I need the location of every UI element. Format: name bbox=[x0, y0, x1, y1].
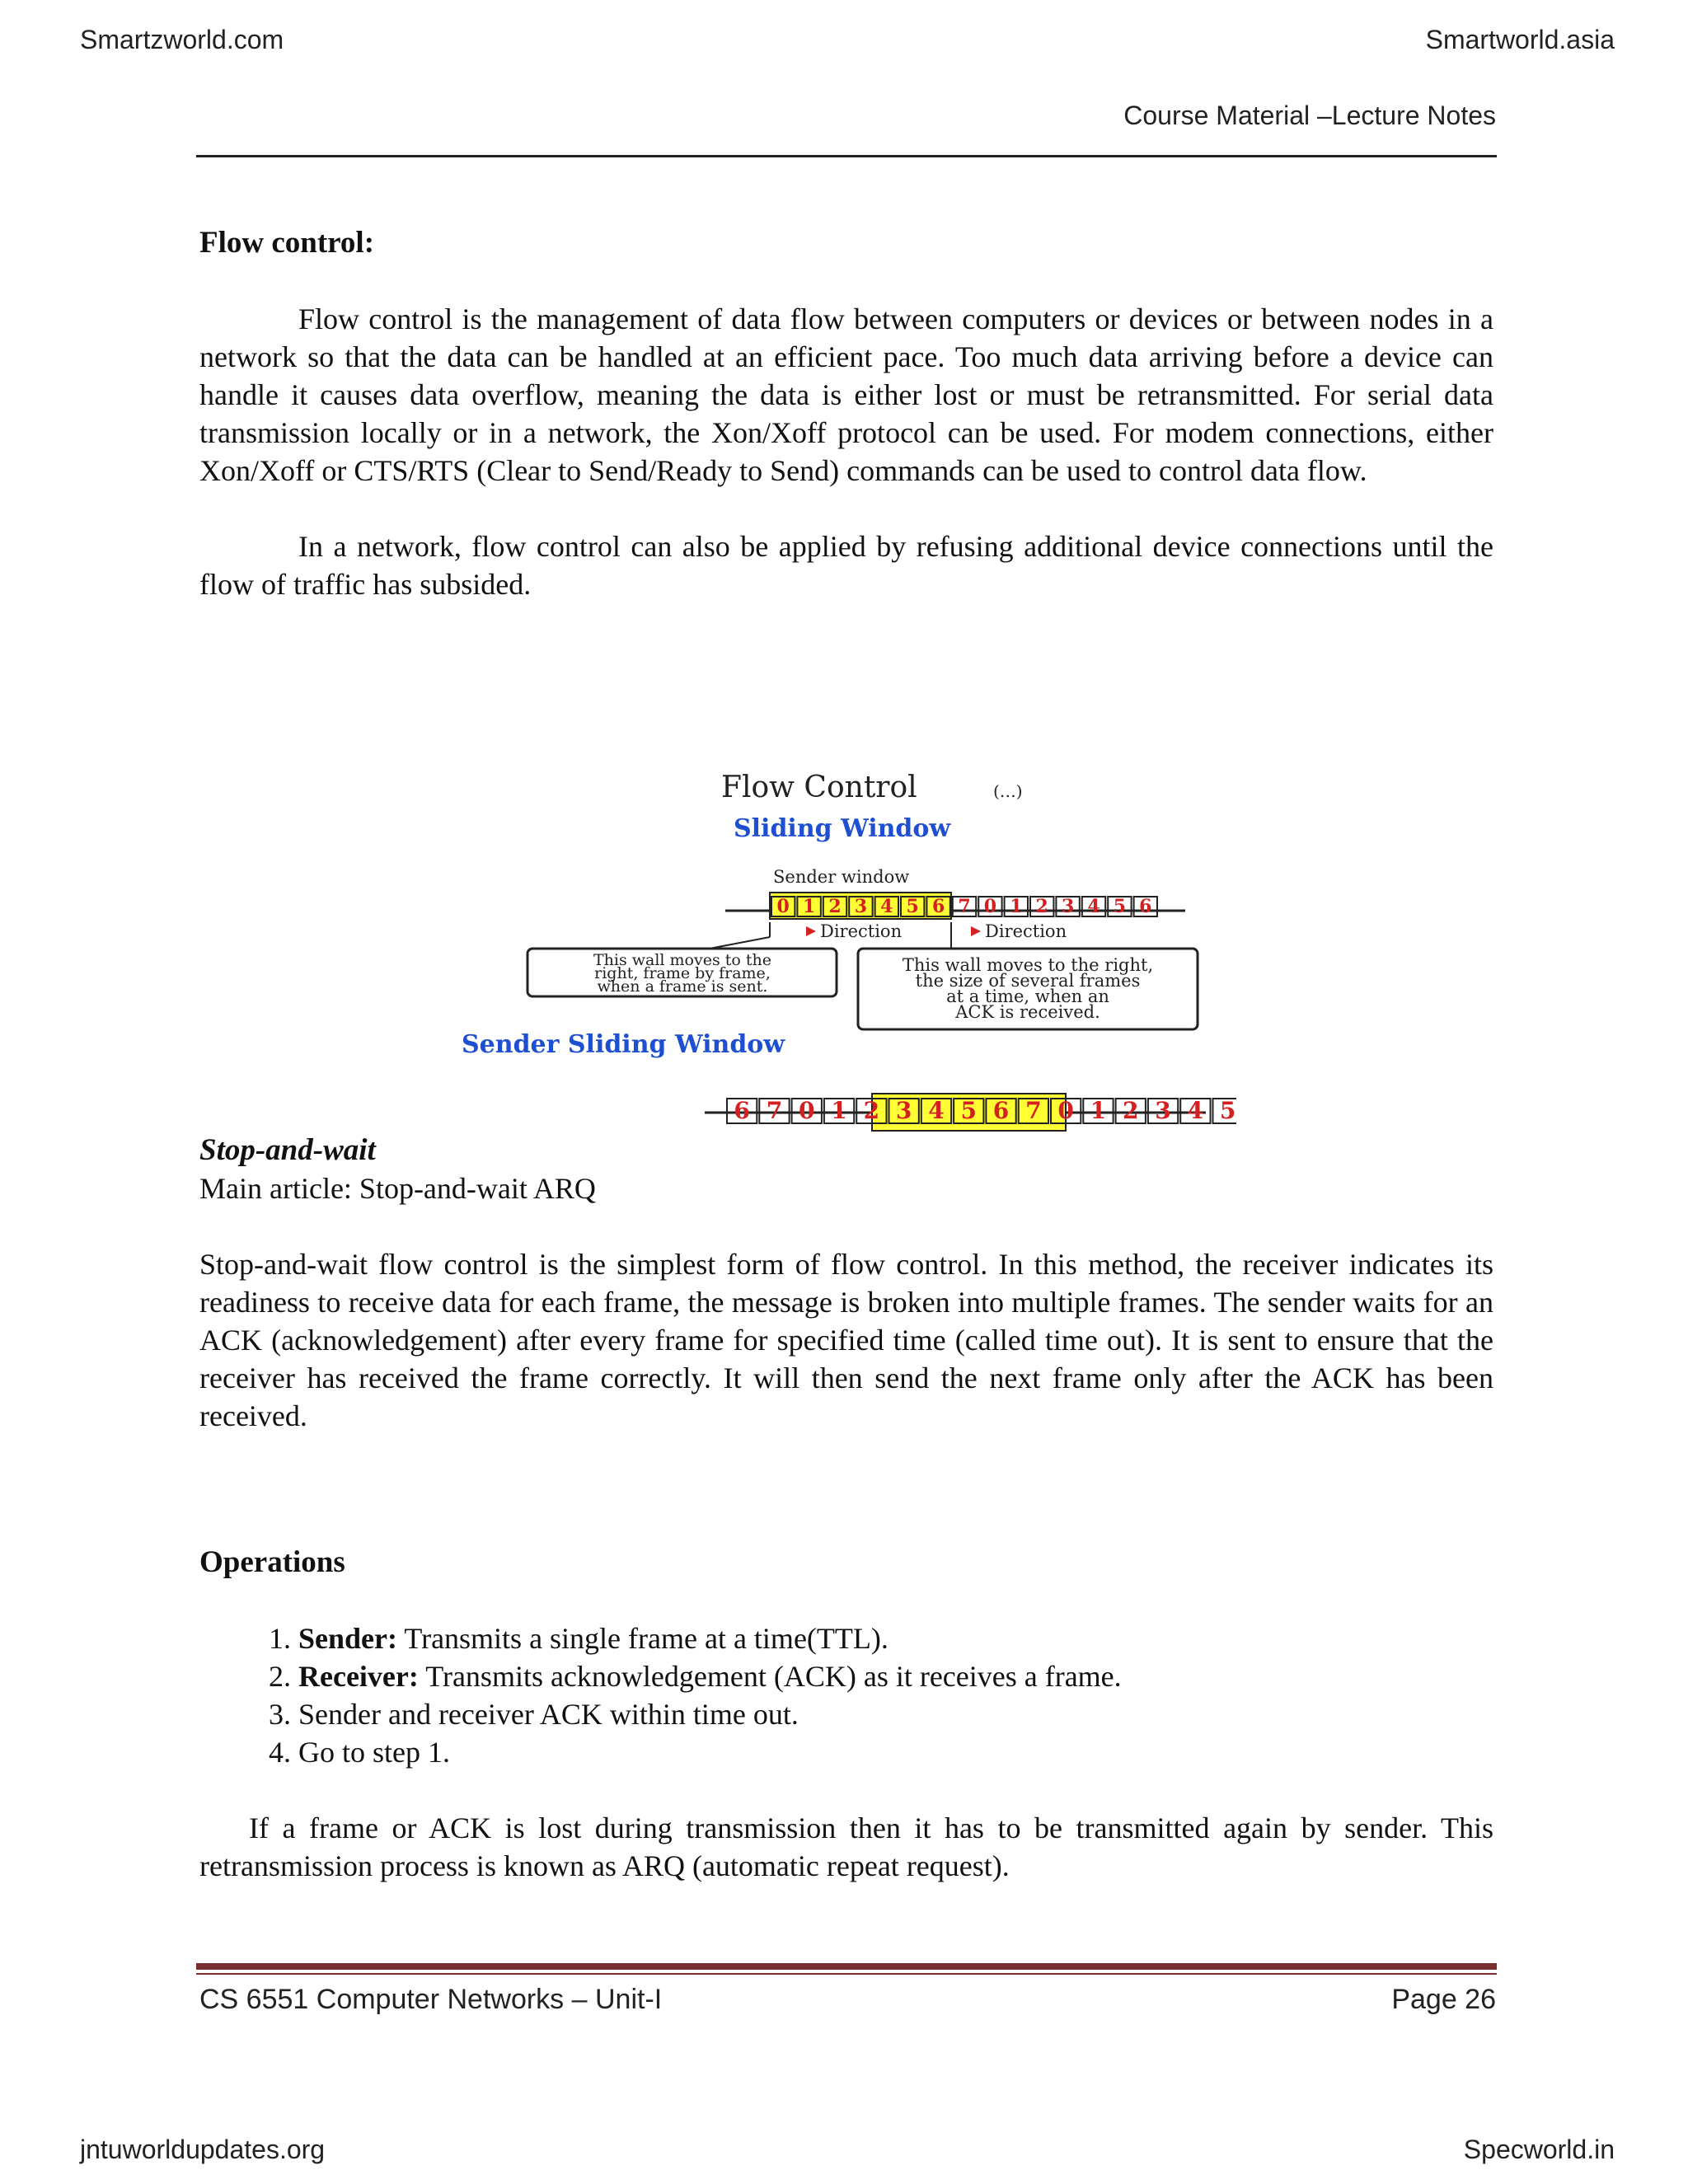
operations-item: 4. Go to step 1. bbox=[298, 1733, 1493, 1771]
frame-number: 3 bbox=[1061, 896, 1075, 918]
header-rule bbox=[196, 155, 1497, 157]
sender-sliding-window-label: Sender Sliding Window bbox=[462, 1030, 785, 1059]
flow-control-heading: Flow control: bbox=[199, 226, 375, 260]
flow-control-paragraph-2: In a network, flow control can also be applied by refusing additional device connections until the flow of traffic has subsided. bbox=[199, 530, 1493, 601]
operations-item: 2. Receiver: Transmits acknowledgement (ACK) as it receives a frame. bbox=[298, 1657, 1493, 1695]
frame-number: 6 bbox=[992, 1097, 1010, 1124]
frame-number: 7 bbox=[1025, 1097, 1042, 1124]
sliding-window-diagram bbox=[453, 762, 1236, 1141]
frame-number: 4 bbox=[880, 896, 893, 918]
frame-number: 5 bbox=[906, 896, 919, 918]
direction-arrow-right bbox=[971, 926, 981, 936]
left-note-line-3: when a frame is sent. bbox=[597, 977, 768, 996]
watermark-top-right: Smartworld.asia bbox=[1425, 25, 1615, 54]
watermark-top-left: Smartzworld.com bbox=[80, 25, 284, 54]
figure-subtitle: Sliding Window bbox=[734, 814, 951, 843]
frame-number: 6 bbox=[734, 1097, 750, 1124]
operations-heading: Operations bbox=[199, 1545, 345, 1579]
direction-label-left: Direction bbox=[820, 921, 903, 941]
frame-number: 5 bbox=[960, 1097, 977, 1124]
arq-paragraph: If a frame or ACK is lost during transmission then it has to be transmitted again by sender. This retransmission process is known as ARQ (automatic repeat request). bbox=[199, 1811, 1493, 1882]
frame-number: 6 bbox=[1139, 896, 1152, 918]
frame-number: 1 bbox=[802, 896, 816, 918]
frame-number: 1 bbox=[1010, 896, 1023, 918]
direction-label-right: Direction bbox=[985, 921, 1067, 941]
frame-number: 0 bbox=[799, 1097, 815, 1124]
frame-number: 0 bbox=[983, 896, 997, 918]
frame-number: 1 bbox=[1090, 1097, 1107, 1124]
frame-number: 0 bbox=[1057, 1097, 1074, 1124]
top-strip-cells bbox=[771, 896, 1157, 917]
sender-window-label: Sender window bbox=[773, 867, 910, 887]
frame-number: 5 bbox=[1113, 896, 1127, 918]
watermark-bottom-right: Specworld.in bbox=[1463, 2135, 1615, 2164]
frame-number: 2 bbox=[1123, 1097, 1139, 1124]
figure-title: Flow Control bbox=[721, 771, 917, 804]
frame-number: 3 bbox=[854, 896, 868, 918]
direction-arrow-left bbox=[806, 926, 816, 936]
frame-number: 3 bbox=[1155, 1097, 1171, 1124]
footer-page-number: Page 26 bbox=[1391, 1984, 1496, 2015]
stop-and-wait-paragraph: Stop-and-wait flow control is the simplest form of flow control. In this method, the receiver indicates its readiness to receive data for each frame, the message is broken into multiple frames. The sender waits for an ACK (acknowledgement) after every frame for specified time (called time out). It is sent to ensure that the receiver has received the frame correctly. It will then send the next frame only after the ACK has been received. bbox=[199, 1248, 1493, 1432]
flow-control-paragraph-1: Flow control is the management of data flow between computers or devices or between nodes in a network so that the data can be handled at an efficient pace. Too much data arriving before a device can handle it causes data overflow, meaning the data is either lost or must be retransmitted. For serial data transmission locally or in a network, the Xon/Xoff protocol can be used. For modem connections, either Xon/Xoff or CTS/RTS (Clear to Send/Ready to Send) commands can be used to control data flow. bbox=[199, 302, 1493, 487]
frame-number: 4 bbox=[1087, 896, 1100, 918]
footer-rule-thin bbox=[196, 1973, 1497, 1975]
frame-number: 0 bbox=[776, 896, 790, 918]
frame-number: 4 bbox=[928, 1097, 945, 1124]
frame-number: 4 bbox=[1187, 1097, 1204, 1124]
right-note-line-4: ACK is received. bbox=[955, 1002, 1100, 1022]
right-note-line-1: This wall moves to the right, bbox=[902, 955, 1154, 975]
header-title: Course Material –Lecture Notes bbox=[1123, 101, 1496, 130]
main-article-link: Main article: Stop-and-wait ARQ bbox=[199, 1172, 596, 1205]
sliding-window-figure bbox=[453, 762, 1236, 1141]
frame-number: 6 bbox=[931, 896, 945, 918]
frame-number: 1 bbox=[831, 1097, 847, 1124]
figure-title-suffix: (…) bbox=[993, 781, 1023, 801]
frame-number: 5 bbox=[1219, 1097, 1236, 1124]
footer-rule bbox=[196, 1963, 1497, 1970]
left-note-line-1: This wall moves to the bbox=[593, 951, 772, 969]
footer-course: CS 6551 Computer Networks – Unit-I bbox=[199, 1984, 663, 2015]
left-note-line-2: right, frame by frame, bbox=[594, 964, 771, 982]
right-note-line-3: at a time, when an bbox=[946, 987, 1109, 1006]
watermark-bottom-left: jntuworldupdates.org bbox=[80, 2135, 326, 2164]
operations-item: 3. Sender and receiver ACK within time out. bbox=[298, 1695, 1493, 1733]
frame-number: 7 bbox=[958, 896, 971, 918]
stop-and-wait-heading: Stop-and-wait bbox=[199, 1133, 376, 1167]
operations-item: 1. Sender: Transmits a single frame at a time(TTL). bbox=[298, 1619, 1493, 1657]
frame-number: 7 bbox=[766, 1097, 783, 1124]
right-note-line-2: the size of several frames bbox=[915, 971, 1141, 991]
frame-number: 2 bbox=[1035, 896, 1048, 918]
operations-list bbox=[199, 1619, 1493, 1771]
frame-number: 2 bbox=[828, 896, 842, 918]
frame-number: 2 bbox=[863, 1097, 880, 1124]
frame-number: 3 bbox=[895, 1097, 912, 1124]
